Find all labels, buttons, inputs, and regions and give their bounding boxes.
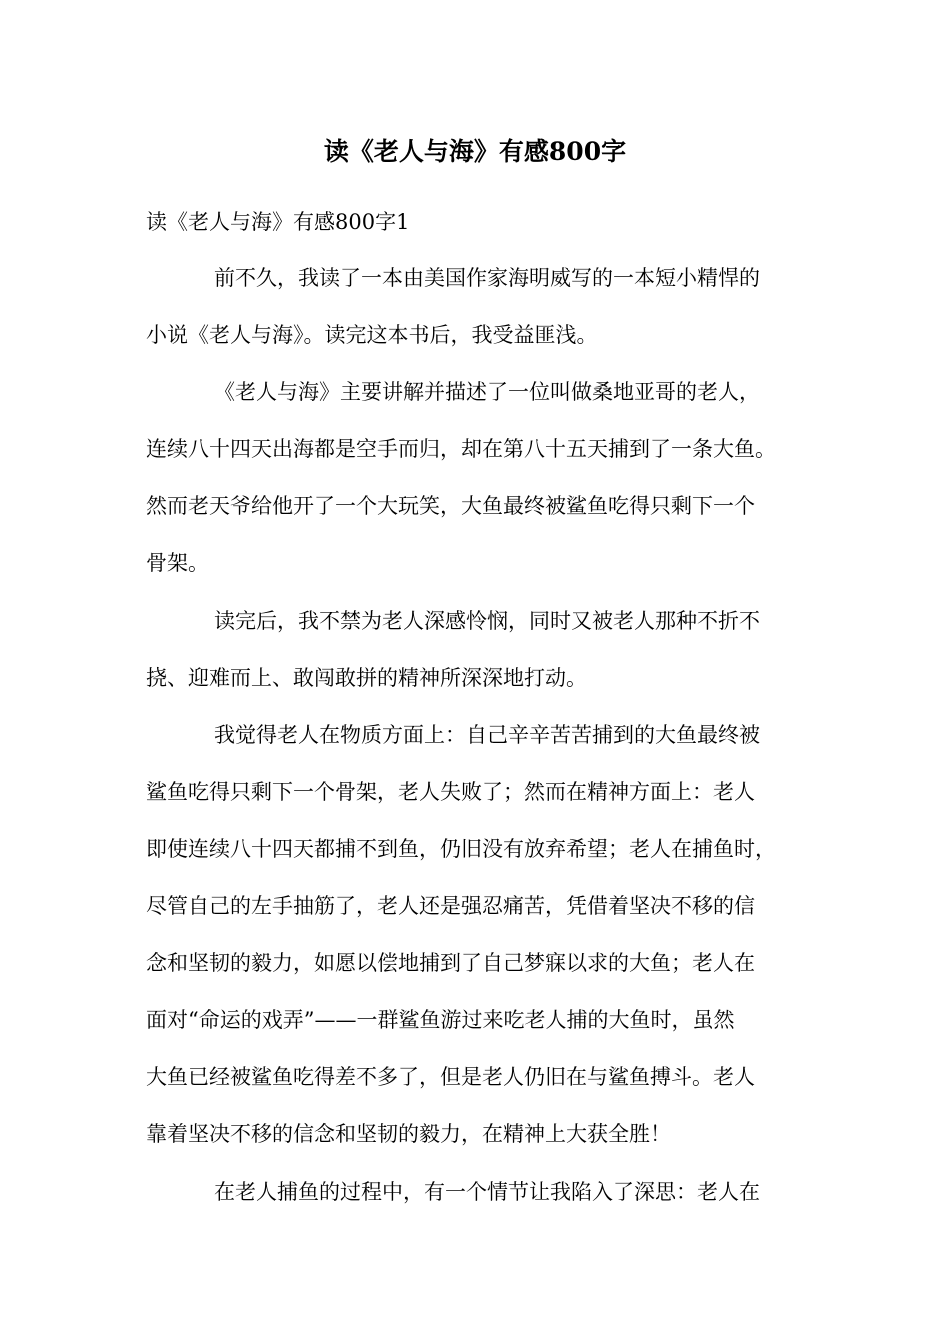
body-line: 即使连续八十四天都捕不到鱼，仍旧没有放弃希望；老人在捕鱼时， [146, 836, 776, 861]
body-line: 大鱼已经被鲨鱼吃得差不多了，但是老人仍旧在与鲨鱼搏斗。老人 [146, 1065, 755, 1090]
body-line: 骨架。 [146, 551, 209, 576]
document-title: 读《老人与海》有感800字 [323, 137, 627, 166]
body-line: 连续八十四天出海都是空手而归，却在第八十五天捕到了一条大鱼。 [146, 437, 776, 462]
body-line: 靠着坚决不移的信念和坚韧的毅力，在精神上大获全胜！ [146, 1122, 671, 1147]
document-body [146, 258, 806, 1229]
body-line: 我觉得老人在物质方面上：自己辛辛苦苦捕到的大鱼最终被 [214, 722, 760, 747]
body-line: 鲨鱼吃得只剩下一个骨架，老人失败了；然而在精神方面上：老人 [146, 779, 755, 804]
body-line: 面对“命运的戏弄”——一群鲨鱼游过来吃老人捕的大鱼时，虽然 [146, 1008, 735, 1033]
body-line: 在老人捕鱼的过程中，有一个情节让我陷入了深思：老人在 [214, 1179, 760, 1204]
body-line: 小说《老人与海》。读完这本书后，我受益匪浅。 [146, 323, 598, 348]
body-line: 然而老天爷给他开了一个大玩笑，大鱼最终被鲨鱼吃得只剩下一个 [146, 494, 755, 519]
body-line: 念和坚韧的毅力，如愿以偿地捕到了自己梦寐以求的大鱼；老人在 [146, 951, 755, 976]
document-subtitle: 读《老人与海》有感800字1 [146, 210, 410, 234]
body-line: 《老人与海》主要讲解并描述了一位叫做桑地亚哥的老人， [214, 380, 760, 405]
body-line: 挠、迎难而上、敢闯敢拼的精神所深深地打动。 [146, 665, 587, 690]
body-line: 尽管自己的左手抽筋了，老人还是强忍痛苦，凭借着坚决不移的信 [146, 894, 755, 919]
body-line: 前不久，我读了一本由美国作家海明威写的一本短小精悍的 [214, 266, 760, 290]
body-line: 读完后，我不禁为老人深感怜悯，同时又被老人那种不折不 [214, 608, 760, 633]
